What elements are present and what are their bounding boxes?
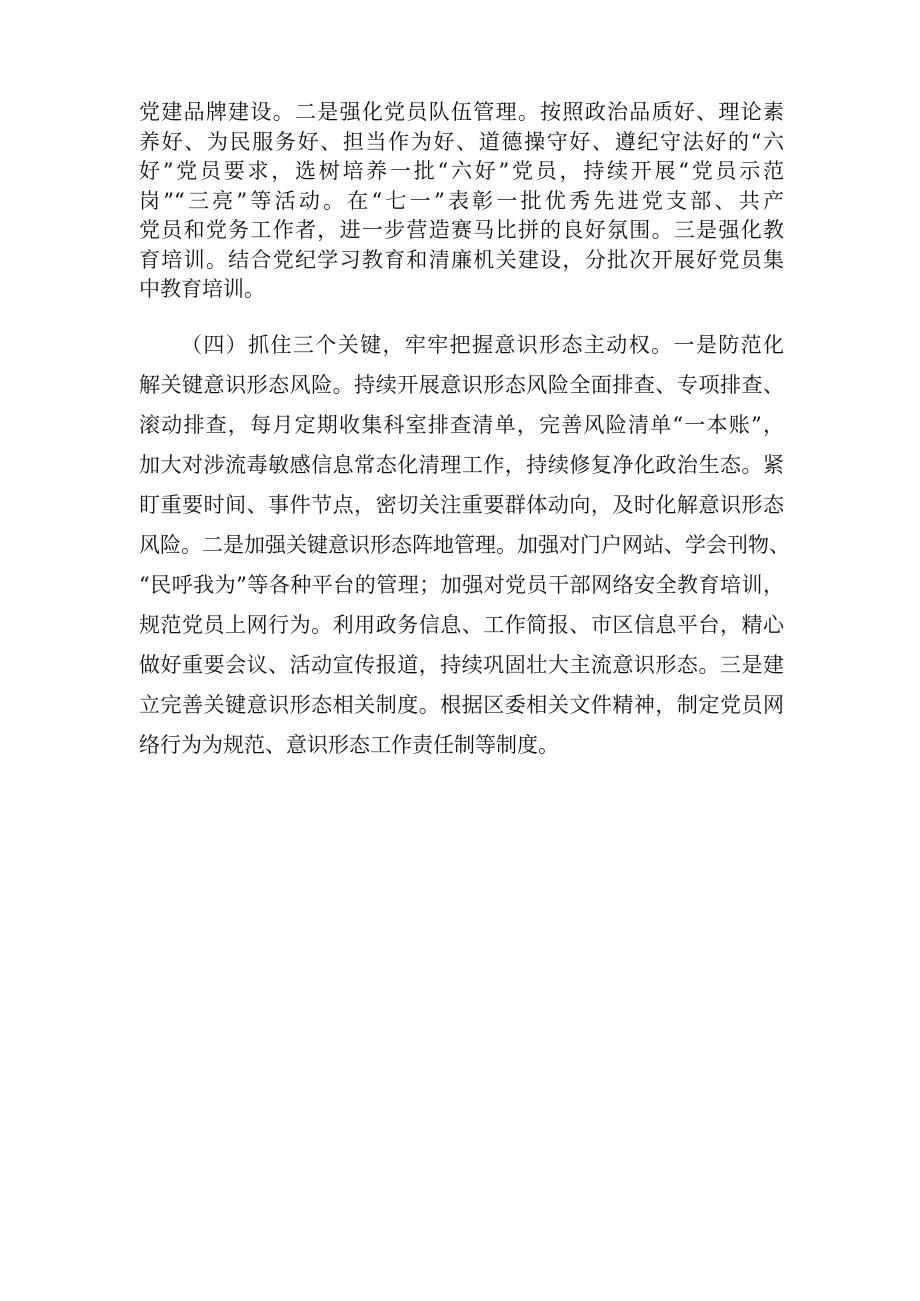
text-line: 育培训。结合党纪学习教育和清廉机关建设，分批次开展好党员集 (139, 247, 784, 272)
text-line: 中教育培训。 (139, 277, 265, 301)
text-line: “民呼我为”等各种平台的管理；加强对党员干部网络安全教育培训， (139, 572, 784, 597)
document-body (139, 98, 790, 765)
text-line: 做好重要会议、活动宣传报道，持续巩固壮大主流意识形态。三是建 (139, 652, 784, 677)
text-line: 解关键意识形态风险。持续开展意识形态风险全面排查、专项排查、 (139, 372, 784, 397)
text-line: 盯重要时间、事件节点，密切关注重要群体动向，及时化解意识形态 (139, 492, 784, 517)
text-line: 风险。二是加强关键意识形态阵地管理。加强对门户网站、学会刊物、 (139, 532, 790, 557)
text-line: 好”党员要求，选树培养一批“六好”党员，持续开展“党员示范 (139, 159, 784, 183)
text-line: 养好、为民服务好、担当作为好、道德操守好、遵纪守法好的“六 (139, 129, 784, 154)
text-line: 加大对涉流毒敏感信息常态化清理工作，持续修复净化政治生态。紧 (139, 452, 784, 477)
paragraph-party-building (139, 98, 784, 305)
section-heading-line: （四）抓住三个关键，牢牢把握意识形态主动权。一是防范化 (181, 332, 784, 357)
text-line: 络行为为规范、意识形态工作责任制等制度。 (139, 732, 559, 757)
text-line: 滚动排查，每月定期收集科室排查清单，完善风险清单“一本账”， (139, 412, 784, 437)
text-line: 党建品牌建设。二是强化党员队伍管理。按照政治品质好、理论素 (139, 100, 784, 124)
text-line: 党员和党务工作者，进一步营造赛马比拼的良好氛围。三是强化教 (139, 218, 784, 242)
text-line: 规范党员上网行为。利用政务信息、工作简报、市区信息平台，精心 (139, 612, 784, 637)
paragraph-ideology-section (139, 325, 790, 765)
text-line: 岗”“三亮”等活动。在“七一”表彰一批优秀先进党支部、共产 (139, 188, 784, 213)
text-line: 立完善关键意识形态相关制度。根据区委相关文件精神，制定党员网 (139, 692, 784, 717)
